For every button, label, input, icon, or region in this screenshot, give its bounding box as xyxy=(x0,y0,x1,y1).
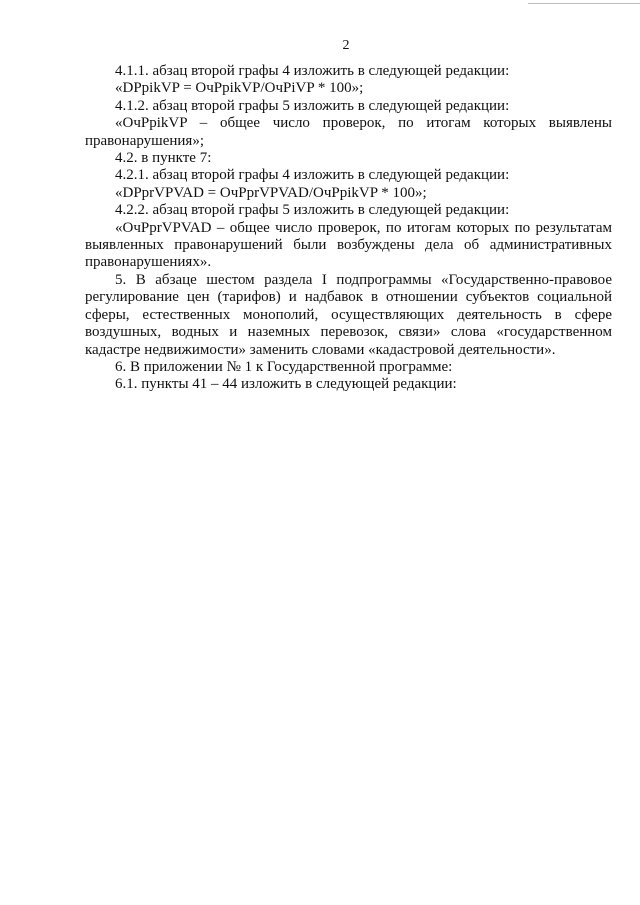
paragraph-4-1-1: 4.1.1. абзац второй графы 4 изложить в следующей редакции: xyxy=(115,63,510,79)
paragraph-5: 5. В абзаце шестом раздела I подпрограммы «Государственно-правовое регулирование цен (тарифов) и надбавок в отношении субъектов социальной сферы, естественных монополий, осуществляющих деятельность в сфере воздушных, водных и наземных перевозок, связи» слова «государственном кадастре недвижимости» заменить словами «кадастровой деятельности». xyxy=(85,271,612,358)
definition-ochppikvp: «ОчPpikVP – общее число проверок, по итогам которых выявлены правонарушения»; xyxy=(85,115,612,149)
document-body xyxy=(85,63,612,394)
paragraph-4-1-2: 4.1.2. абзац второй графы 5 изложить в следующей редакции: xyxy=(115,97,510,114)
formula-dpprvpvad: «DPprVPVAD = ОчPprVPVAD/ОчPpikVP * 100»; xyxy=(115,184,427,201)
paragraph-6-1: 6.1. пункты 41 – 44 изложить в следующей редакции: xyxy=(115,376,457,393)
formula-dppikvp: «DPpikVP = ОчPpikVP/ОчPiVP * 100»; xyxy=(115,80,364,97)
definition-ochpprvpvad: «ОчPprVPVAD – общее число проверок, по итогам которых по результатам выявленных правонарушений были возбуждены дела об административных правонарушениях». xyxy=(85,219,612,271)
paragraph-4-2-1: 4.2.1. абзац второй графы 4 изложить в следующей редакции: xyxy=(115,167,510,184)
paragraph-4-2: 4.2. в пункте 7: xyxy=(115,150,212,167)
paragraph-6: 6. В приложении № 1 к Государственной программе: xyxy=(115,358,453,375)
top-edge-line xyxy=(528,3,640,4)
page-number: 2 xyxy=(342,38,350,53)
paragraph-4-2-2: 4.2.2. абзац второй графы 5 изложить в следующей редакции: xyxy=(115,202,510,219)
